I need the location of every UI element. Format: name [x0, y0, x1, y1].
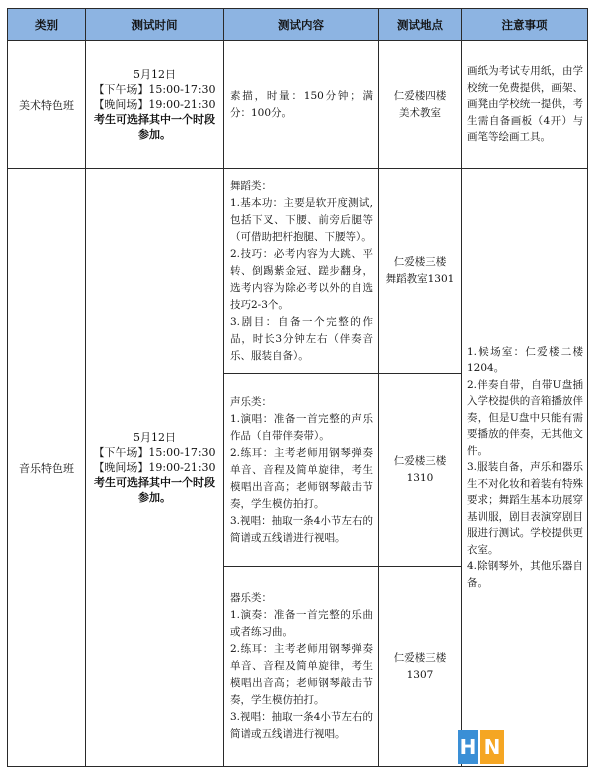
dance-title: 舞蹈类： — [230, 179, 272, 192]
header-notes: 注意事项 — [462, 9, 588, 41]
instrument-place-room: 1307 — [406, 668, 434, 681]
art-content: 素描，时量：150分钟；满分：100分。 — [224, 41, 379, 169]
dance-item-2: 2.技巧：必考内容为大跳、平转、倒踢紫金冠、蹉步翻身，选考内容为除必考以外的自选技巧2-3个。 — [230, 247, 373, 311]
music-time — [86, 169, 224, 767]
vocal-place-room: 1310 — [406, 472, 434, 484]
dance-item-1: 1.基本功：主要是软开度测试,包括下叉、下腰、前旁后腿等（可借助把杆抱腿、下腰等）。 — [230, 196, 373, 243]
dance-item-3: 3.剧目：自备一个完整的作品，时长3分钟左右（伴奏音乐、服装自备）。 — [230, 315, 373, 362]
table-row-art — [8, 41, 588, 169]
music-note-1: 1.候场室：仁爱楼二楼1204。 — [467, 345, 583, 375]
instrument-item-1: 1.演奏：准备一首完整的乐曲或者练习曲。 — [230, 609, 373, 638]
vocal-item-1: 1.演唱：准备一首完整的声乐作品（自带伴奏带）。 — [230, 412, 373, 442]
header-category: 类别 — [8, 9, 86, 41]
header-place: 测试地点 — [379, 9, 462, 41]
header-time: 测试时间 — [86, 9, 224, 41]
music-notes — [462, 169, 588, 767]
music-afternoon: 【下午场】15:00-17:30 — [93, 446, 216, 459]
music-time-note: 考生可选择其中一个时段参加。 — [94, 476, 215, 504]
vocal-place-building: 仁爱楼三楼 — [393, 455, 447, 467]
music-date: 5月12日 — [133, 431, 176, 444]
logo-letter-h: H — [458, 730, 478, 764]
vocal-item-3: 3.视唱：抽取一条4小节左右的简谱或五线谱进行视唱。 — [230, 514, 373, 544]
instrument-place — [379, 567, 462, 767]
music-note-4: 4.除钢琴外，其他乐器自备。 — [467, 560, 583, 589]
art-category: 美术特色班 — [8, 41, 86, 169]
music-note-3: 3.服装自备，声乐和器乐生不对化妆和着装有特殊要求；舞蹈生基本功展穿基训服，剧目表演穿剧目服进行测试。学校提供更衣室。 — [467, 461, 583, 556]
art-time-note: 考生可选择其中一个时段参加。 — [94, 113, 215, 141]
art-evening: 【晚间场】19:00-21:30 — [93, 98, 216, 111]
music-evening: 【晚间场】19:00-21:30 — [93, 461, 216, 474]
vocal-content — [224, 374, 379, 567]
art-place-room: 美术教室 — [399, 106, 441, 119]
instrument-item-3: 3.视唱：抽取一条4小节左右的简谱或五线谱进行视唱。 — [230, 711, 373, 740]
site-logo-watermark — [458, 730, 506, 764]
instrument-item-2: 2.练耳：主考老师用钢琴弹奏单音、音程及简单旋律，考生模唱出音高；老师钢琴敲击节奏，学生模仿拍打。 — [230, 643, 373, 706]
art-place — [379, 41, 462, 169]
instrument-content — [224, 567, 379, 767]
dance-place — [379, 169, 462, 374]
music-note-2: 2.伴奏自带，自带U盘插入学校提供的音箱播放伴奏，但是U盘中只能有需要播放的伴奏，无其他文件。 — [467, 378, 583, 457]
vocal-place — [379, 374, 462, 567]
art-time — [86, 41, 224, 169]
music-category: 音乐特色班 — [8, 169, 86, 767]
vocal-title: 声乐类： — [230, 395, 272, 408]
art-afternoon: 【下午场】15:00-17:30 — [93, 83, 216, 96]
exam-schedule-table — [7, 8, 588, 767]
logo-letter-n: N — [480, 730, 504, 764]
header-content: 测试内容 — [224, 9, 379, 41]
art-place-building: 仁爱楼四楼 — [393, 89, 447, 102]
instrument-place-building: 仁爱楼三楼 — [393, 651, 447, 664]
instrument-title: 器乐类： — [230, 592, 272, 604]
art-notes: 画纸为考试专用纸，由学校统一免费提供，画架、画凳由学校统一提供，考生需自备画板（4开）与画笔等绘画工具。 — [462, 41, 588, 169]
table-row-music-dance — [8, 169, 588, 374]
dance-content — [224, 169, 379, 374]
vocal-item-2: 2.练耳：主考老师用钢琴弹奏单音、音程及简单旋律，考生模唱出音高；老师钢琴敲击节奏，学生模仿拍打。 — [230, 446, 373, 510]
dance-place-building: 仁爱楼三楼 — [393, 256, 447, 268]
header-row — [8, 9, 588, 41]
dance-place-room: 舞蹈教室1301 — [385, 273, 455, 285]
art-date: 5月12日 — [133, 68, 176, 81]
